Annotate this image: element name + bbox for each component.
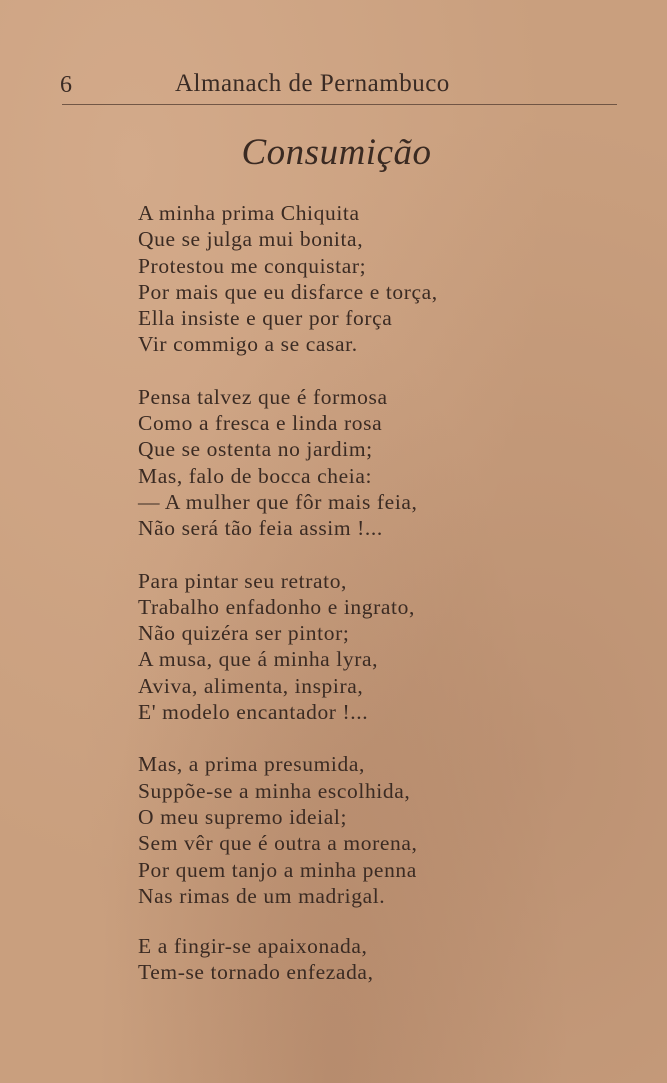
poem-body: [138, 200, 558, 1012]
verse-line: E' modelo encantador !...: [138, 700, 369, 725]
stanza: [138, 933, 558, 986]
verse-line: Não quizéra ser pintor;: [138, 621, 350, 646]
stanza: [138, 384, 558, 542]
verse-line: Sem vêr que é outra a morena,: [138, 831, 418, 856]
header-rule: [62, 104, 617, 105]
verse-line: Para pintar seu retrato,: [138, 568, 348, 593]
verse-line: Que se ostenta no jardim;: [138, 437, 373, 462]
poem-title-text: Consumição: [241, 132, 432, 173]
verse-line: O meu supremo ideial;: [138, 804, 348, 829]
verse-line: Aviva, alimenta, inspira,: [138, 673, 364, 698]
verse-line: Por quem tanjo a minha penna: [138, 857, 417, 882]
verse-line: Pensa talvez que é formosa: [138, 384, 388, 409]
stanza: [138, 200, 558, 358]
verse-line: Que se julga mui bonita,: [138, 227, 364, 252]
verse-line: A minha prima Chiquita: [138, 201, 360, 225]
verse-line: Vir commigo a se casar.: [138, 332, 358, 357]
running-title: Almanach de Pernambuco: [175, 70, 450, 97]
page-number: 6: [60, 72, 72, 98]
verse-line: Como a fresca e linda rosa: [138, 411, 383, 436]
verse-line: Não será tão feia assim !...: [138, 516, 383, 541]
verse-line: — A mulher que fôr mais feia,: [138, 489, 418, 514]
verse-line: Tem-se tornado enfezada,: [138, 960, 374, 985]
verse-line: Por mais que eu disfarce e torça,: [138, 279, 438, 304]
verse-line: Trabalho enfadonho e ingrato,: [138, 594, 415, 619]
verse-line: Mas, falo de bocca cheia:: [138, 463, 373, 488]
poem-title: [0, 131, 667, 174]
verse-line: Protestou me conquistar;: [138, 253, 367, 278]
verse-line: Nas rimas de um madrigal.: [138, 883, 386, 908]
stanza: [138, 568, 558, 726]
verse-line: Suppõe-se a minha escolhida,: [138, 778, 411, 803]
verse-line: Mas, a prima presumida,: [138, 752, 365, 777]
verse-line: Ella insiste e quer por força: [138, 306, 393, 331]
verse-line: E a fingir-se apaixonada,: [138, 934, 368, 959]
running-header: [60, 70, 620, 104]
stanza: [138, 751, 558, 909]
verse-line: A musa, que á minha lyra,: [138, 647, 379, 672]
